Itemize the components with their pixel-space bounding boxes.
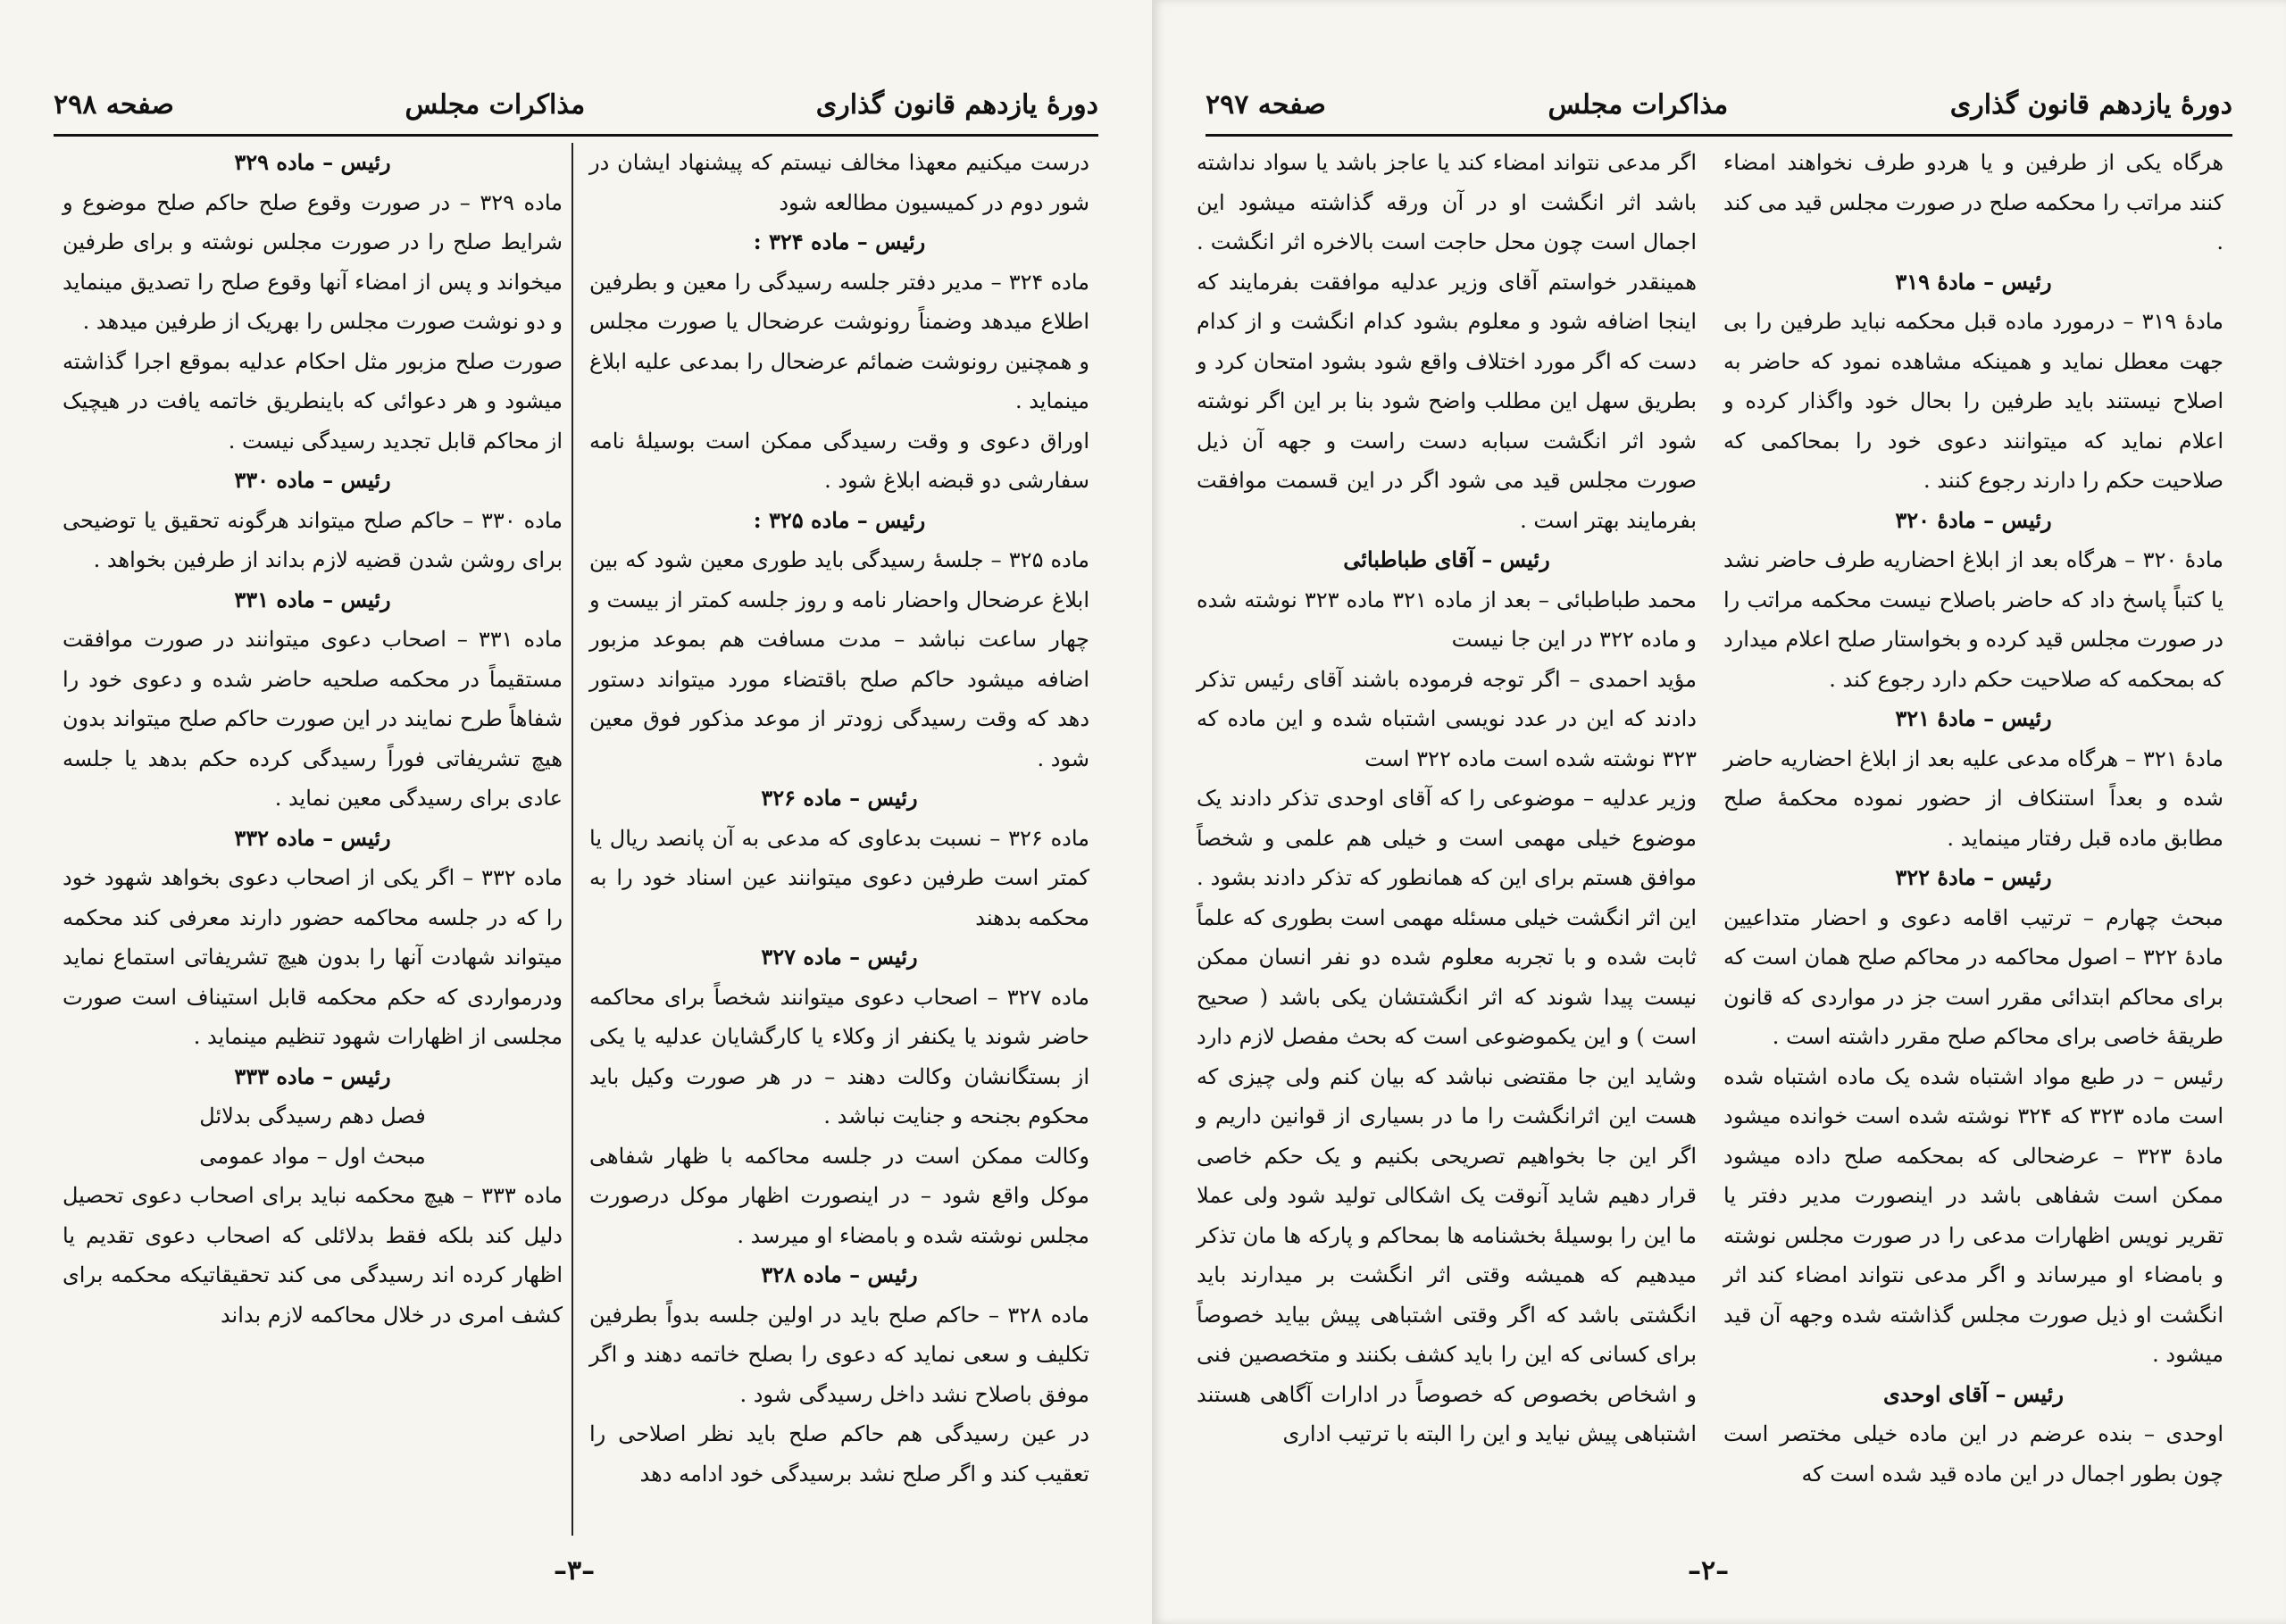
paragraph: ماده ۳۳۲ – اگر یکی از اصحاب دعوی بخواهد شهود خود را که در جلسه محاکمه حضور دارند معرفی کند محکمه میتواند شهادت آنها را بدون هیچ تشریفاتی استماع نماید ودرمواردی که حکم محکمه قابل استیناف است صورت مجلسی از اظهارات شهود تنظیم مینماید . xyxy=(63,865,563,1049)
right-header-title: مذاکرات مجلس xyxy=(1548,88,1729,121)
paragraph: ماده ۳۲۸ – حاکم صلح باید در اولین جلسه بدواً بطرفین تکلیف و سعی نماید که دعوی را بصلح خاتمه دهند و اگر موفق باصلاح نشد داخل رسیدگی شود . xyxy=(589,1302,1089,1407)
section-heading: رئیس – ماده ۳۲۹ xyxy=(234,149,391,175)
right-header-rule xyxy=(1206,134,2232,137)
section-heading: رئیس – آقای طباطبائی xyxy=(1343,546,1550,572)
paragraph: ماده ۳۲۴ – مدیر دفتر جلسه رسیدگی را معین و بطرفین اطلاع میدهد وضمناً رونوشت عرضحال یا صورت مجلس و همچنین رونوشت ضمائم عرضحال را بمدعی علیه ابلاغ مینماید . xyxy=(589,269,1089,413)
chapter-title: مبحث اول – مواد عمومی xyxy=(199,1143,426,1169)
paragraph: وکالت ممکن است در جلسه محاکمه با ظهار شفاهی موکل واقع شود – در اینصورت اظهار موکل درصورت مجلس نوشته شده و بامضاء او میرسد . xyxy=(589,1143,1089,1248)
section-heading: رئیس – ماده ۳۲۸ xyxy=(761,1262,918,1287)
section-heading: رئیس – ماده ۳۳۱ xyxy=(234,586,391,612)
left-header-page-number: صفحه ۲۹۸ xyxy=(54,88,174,121)
chapter-title: فصل دهم رسیدگی بدلائل xyxy=(199,1103,426,1128)
paragraph: مؤید احمدی – اگر توجه فرموده باشند آقای رئیس تذکر دادند که این در عدد نویسی اشتباه شده و این ماده که ۳۲۳ نوشته شده است ماده ۳۲۲ است xyxy=(1197,666,1697,771)
right-page-footer-number: –۲– xyxy=(1688,1555,1730,1587)
paragraph: ماده ۳۳۱ – اصحاب دعوی میتوانند در صورت موافقت مستقیماً در محکمه صلحیه حاضر شده و دعوی خود را شفاهاً طرح نمایند در این صورت حاکم صلح میتواند بدون هیچ تشریفاتی فوراً رسیدگی کرده حکم بدهد یا جلسه عادی برای رسیدگی معین نماید . xyxy=(63,627,563,811)
paragraph: صورت صلح مزبور مثل احکام عدلیه بموقع اجرا گذاشته میشود و هر دعوائی که باینطریق خاتمه یافت در هیچیک از محاکم قابل تجدید رسیدگی نیست . xyxy=(63,348,563,454)
section-heading: رئیس – مادهٔ ۳۲۰ xyxy=(1895,506,2052,533)
section-heading: رئیس – مادهٔ ۳۲۱ xyxy=(1895,705,2052,731)
paragraph: ماده ۳۲۷ – اصحاب دعوی میتوانند شخصاً برای محاکمه حاضر شوند یا یکنفر از وکلاء یا کارگشایان عدلیه یا یکی از بستگانشان وکالت دهند – در هر صورت وکیل باید محکوم بجنحه و جنایت نباشد . xyxy=(589,984,1089,1128)
section-heading: رئیس – مادهٔ ۳۱۹ xyxy=(1895,268,2052,295)
paragraph: رئیس – در طبع مواد اشتباه شده یک ماده اشتباه شده است ماده ۳۲۳ که ۳۲۴ نوشته شده است خوانده میشود مادهٔ ۳۲۳ – عرضحالی که بمحکمه صلح داده میشود ممکن است شفاهی باشد در اینصورت مدیر دفتر یا تقریر نویس اظهارات مدعی را در صورت مجلس نوشته و بامضاء او میرساند و اگر مدعی نتواند امضاء کند اثر انگشت او ذیل صورت مجلس گذاشته شده وجهه آن قید میشود . xyxy=(1723,1063,2224,1367)
right-page-header xyxy=(1206,79,2232,130)
paragraph: مبحث چهارم – ترتیب اقامه دعوی و احضار متداعیین مادهٔ ۳۲۲ – اصول محاکمه در محاکم صلح همان است که برای محاکم ابتدائی مقرر است جز در مواردی که قانون طریقهٔ خاصی برای محاکم صلح مقرر داشته است . xyxy=(1723,904,2223,1049)
section-heading: رئیس – مادهٔ ۳۲۲ xyxy=(1895,864,2052,890)
paragraph: اوراق دعوی و وقت رسیدگی ممکن است بوسیلهٔ نامه سفارشی دو قبضه ابلاغ شود . xyxy=(589,428,1089,493)
left-page-footer-number: –۳– xyxy=(554,1555,596,1587)
section-heading: رئیس – ماده ۳۲۴ : xyxy=(753,229,926,254)
left-header-series: دورهٔ یازدهم قانون گذاری xyxy=(815,88,1098,121)
paragraph: اگر مدعی نتواند امضاء کند یا عاجز باشد یا سواد نداشته باشد اثر انگشت او در آن ورقه گذاشته میشود این اجمال است چون محل حاجت است بالاخره اثر انگشت . همینقدر خواستم آقای وزیر عدلیه موافقت بفرمایند که اینجا اضافه شود و معلوم بشود کدام انگشت و از کدام دست که اگر مورد اختلاف واقع شود بشود امتحان کرد و بطریق سهل این مطلب واضح شود بنا بر این اگر نوشته شود اثر انگشت سبابه دست راست و جهه آن ذیل صورت مجلس قید می شود اگر در این قسمت موافقت بفرمایند بهتر است . xyxy=(1197,150,1697,533)
left-page-column-divider xyxy=(572,143,573,1536)
section-heading: رئیس – ماده ۳۳۳ xyxy=(234,1062,391,1089)
right-header-page-number: صفحه ۲۹۷ xyxy=(1206,88,1326,121)
section-heading: رئیس – آقای اوحدی xyxy=(1883,1380,2064,1407)
paragraph: ماده ۳۲۵ – جلسهٔ رسیدگی باید طوری معین شود که بین ابلاغ عرضحال واحضار نامه و روز جلسه کمتر از بیست و چهار ساعت نباشد – مدت مسافت هم بموعد مزبور اضافه میشود حاکم صلح باقتضاء مورد میتواند دستور دهد که وقت رسیدگی زودتر از موعد مذکور فوق معین شود . xyxy=(589,547,1089,771)
left-page-left-column xyxy=(63,143,563,1335)
right-page-left-column xyxy=(1197,143,1697,1454)
paragraph: ماده ۳۲۶ – نسبت بدعاوی که مدعی به آن پانصد ریال یا کمتر است طرفین دعوی میتوانند عین اسناد خود را به محکمه بدهند xyxy=(589,825,1090,930)
right-header-series: دورهٔ یازدهم قانون گذاری xyxy=(1949,88,2232,121)
right-page-right-column xyxy=(1723,143,2223,1494)
section-heading: رئیس – ماده ۳۲۵ : xyxy=(753,506,926,533)
paragraph: در عین رسیدگی هم حاکم صلح باید نظر اصلاحی را تعقیب کند و اگر صلح نشد برسیدگی خود ادامه دهد xyxy=(589,1421,1089,1487)
paragraph: درست میکنیم معهذا مخالف نیستم که پیشنهاد ایشان در شور دوم در کمیسیون مطالعه شود xyxy=(589,150,1089,215)
left-header-rule xyxy=(54,134,1098,137)
left-page-header xyxy=(54,79,1098,130)
section-heading: رئیس – ماده ۳۲۶ xyxy=(761,785,918,811)
paragraph: مادهٔ ۳۲۱ – هرگاه مدعی علیه بعد از ابلاغ احضاریه حاضر شده و بعداً استنکاف از حضور نموده محکمهٔ صلح مطابق ماده قبل رفتار مینماید . xyxy=(1723,745,2223,851)
paragraph: مادهٔ ۳۲۰ – هرگاه بعد از ابلاغ احضاریه طرف حاضر نشد یا کتباً پاسخ داد که حاضر باصلاح نیست محکمه مراتب را در صورت مجلس قید کرده و بخواستار صلح اعلام میدارد که بمحکمه که صلاحیت حکم دارد رجوع کند . xyxy=(1723,547,2223,692)
paragraph: ماده ۳۳۳ – هیچ محکمه نباید برای اصحاب دعوی تحصیل دلیل کند بلکه فقط بدلائلی که اصحاب دعوی تقدیم یا اظهار کرده اند رسیدگی می کند تحقیقاتیکه محکمه برای کشف امری در خلال محاکمه لازم بداند xyxy=(63,1183,563,1328)
left-page-right-column xyxy=(589,143,1089,1494)
paragraph: ماده ۳۲۹ – در صورت وقوع صلح حاکم صلح موضوع و شرایط صلح را در صورت مجلس نوشته و برای طرفین میخواند و پس از امضاء آنها وقوع صلح را تصدیق مینماید و دو نوشت صورت مجلس را بهریک از طرفین میدهد . xyxy=(63,189,563,334)
paragraph: محمد طباطبائی – بعد از ماده ۳۲۱ ماده ۳۲۳ نوشته شده و ماده ۳۲۲ در این جا نیست xyxy=(1197,587,1697,652)
paragraph: مادهٔ ۳۱۹ – درمورد ماده قبل محکمه نباید طرفین را بی جهت معطل نماید و همینکه مشاهده نمود که حاضر به اصلاح نیستند باید طرفین را بحال خود واگذار کرده و اعلام نماید که میتوانند دعوی خود را بمحاکمی که صلاحیت حکم را دارند رجوع کنند . xyxy=(1723,309,2223,493)
section-heading: رئیس – ماده ۳۳۲ xyxy=(234,824,391,851)
paragraph: وزیر عدلیه – موضوعی را که آقای اوحدی تذکر دادند یک موضوع خیلی مهمی است و خیلی هم علمی و شخصاً موافق هستم برای این که همانطور که تذکر دادند بشود . این اثر انگشت خیلی مسئله مهمی است بطوری که علماً ثابت شده و با تجربه معلوم شده دو نفر انسان ممکن نیست پیدا شوند که اثر انگشتشان یکی باشد ( صحیح است ) و این یکموضوعی است که بحث مفصل لازم دارد وشاید این جا مقتضی نباشد که بیان کنم ولی چیزی که هست این اثرانگشت را ما در بسیاری از قوانین داریم و اگر این جا بخواهیم تصریحی بکنیم و یک حکم خاصی قرار دهیم شاید آنوقت یک اشکالی تولید شود ولی عملا ما این را بوسیلهٔ بخشنامه ها بمحاکم و پارکه ها مان تذکر میدهیم که همیشه وقتی اثر انگشت بر میدارند باید انگشتی باشد که اگر وقتی اشتباهی پیش بیاید خصوصاً برای کسانی که این را باید کشف بکنند و متخصصین فنی و اشخاص بخصوص که خصوصاً در ادارات آگاهی هستند اشتباهی پیش نیاید و این را البته با ترتیب اداری xyxy=(1197,786,1698,1446)
section-heading: رئیس – ماده ۳۲۷ xyxy=(761,944,918,970)
paragraph: اوحدی – بنده عرضم در این ماده خیلی مختصر است چون بطور اجمال در این ماده قید شده است که xyxy=(1723,1421,2223,1487)
section-heading: رئیس – ماده ۳۳۰ xyxy=(234,467,391,493)
paragraph: هرگاه یکی از طرفین و یا هردو طرف نخواهند امضاء کنند مراتب را محکمه صلح در صورت مجلس قید می کند . xyxy=(1723,150,2223,254)
right-page xyxy=(1152,0,2286,1624)
paragraph: ماده ۳۳۰ – حاکم صلح میتواند هرگونه تحقیق یا توضیحی برای روشن شدن قضیه لازم بداند از طرفین بخواهد . xyxy=(63,507,563,572)
left-header-title: مذاکرات مجلس xyxy=(405,88,586,121)
